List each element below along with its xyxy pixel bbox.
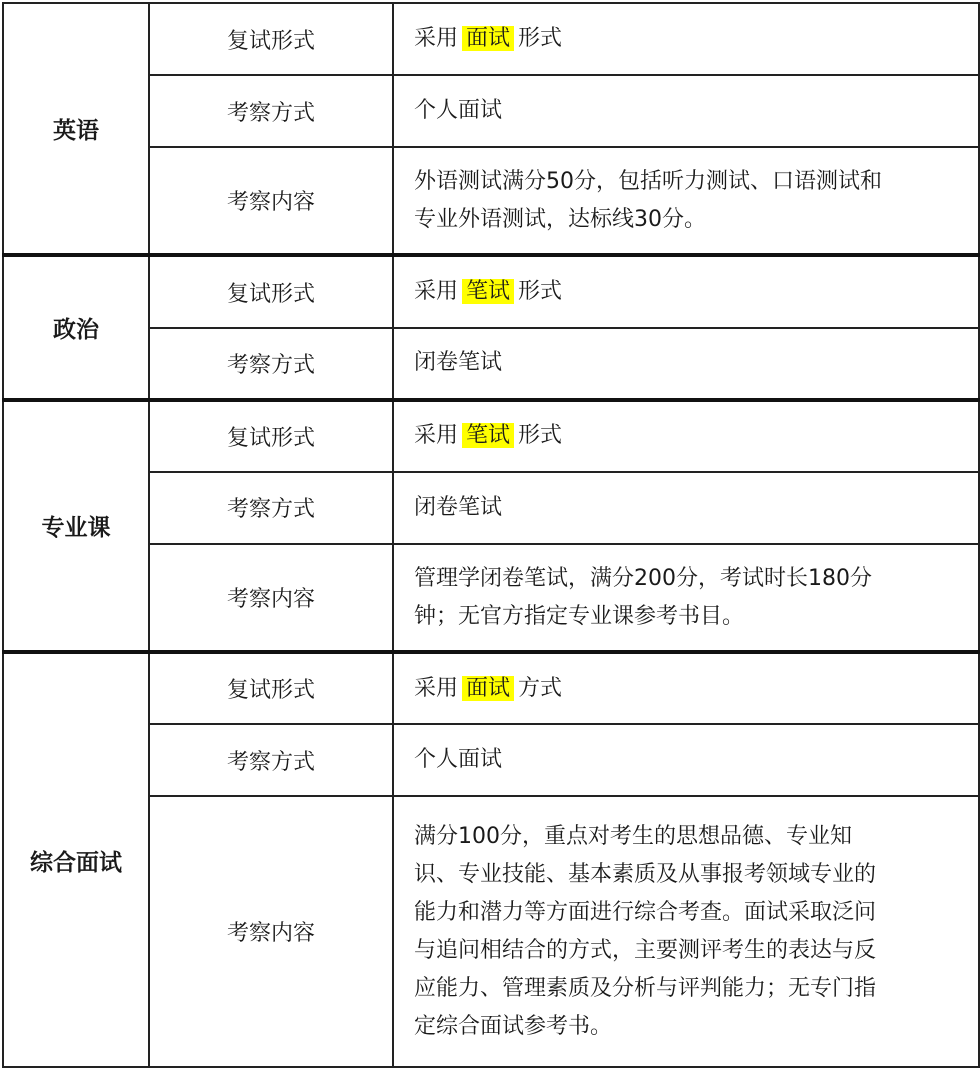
- table-row: [3, 472, 979, 544]
- content-line: 应能力、管理素质及分析与评判能力；无专门指: [414, 975, 877, 1001]
- content-suffix: 形式: [518, 423, 563, 449]
- row-content: [393, 652, 979, 724]
- content-suffix: 形式: [518, 26, 563, 52]
- row-label: 考察方式: [149, 328, 393, 400]
- row-content: 个人面试: [393, 724, 979, 796]
- content-suffix: 方式: [518, 675, 563, 701]
- section-name: 英语: [3, 3, 149, 255]
- row-content: 闭卷笔试: [393, 328, 979, 400]
- row-label: 复试形式: [149, 400, 393, 472]
- content-line: 管理学闭卷笔试，满分200分，考试时长180分: [414, 565, 872, 591]
- section-name: 政治: [3, 255, 149, 399]
- content-line: 满分100分，重点对考生的思想品德、专业知: [414, 823, 852, 849]
- highlight-mark: 笔试: [462, 279, 514, 304]
- row-content: [393, 147, 979, 255]
- content-line: 外语测试满分50分，包括听力测试、口语测试和: [414, 168, 882, 194]
- table-row: [3, 255, 979, 327]
- table-row: [3, 3, 979, 75]
- row-label: 复试形式: [149, 255, 393, 327]
- row-content: [393, 796, 979, 1067]
- content-suffix: 形式: [518, 279, 563, 305]
- table-row: [3, 147, 979, 255]
- row-content: 闭卷笔试: [393, 472, 979, 544]
- exam-table: [2, 2, 980, 1068]
- table-row: [3, 544, 979, 652]
- row-content: 个人面试: [393, 75, 979, 147]
- table-row: [3, 652, 979, 724]
- content-prefix: 采用: [414, 26, 459, 52]
- row-label: 复试形式: [149, 652, 393, 724]
- content-line: 钟；无官方指定专业课参考书目。: [414, 603, 745, 629]
- content-prefix: 采用: [414, 279, 459, 305]
- highlight-mark: 面试: [462, 676, 514, 701]
- row-content: [393, 255, 979, 327]
- content-line: 专业外语测试，达标线30分。: [414, 206, 706, 232]
- row-content: [393, 400, 979, 472]
- row-content: [393, 3, 979, 75]
- content-prefix: 采用: [414, 423, 459, 449]
- highlight-mark: 笔试: [462, 423, 514, 448]
- content-prefix: 采用: [414, 675, 459, 701]
- row-label: 考察方式: [149, 724, 393, 796]
- table-row: [3, 400, 979, 472]
- row-label: 考察内容: [149, 147, 393, 255]
- row-content: [393, 544, 979, 652]
- table-row: [3, 796, 979, 1067]
- row-label: 考察方式: [149, 472, 393, 544]
- section-name: 综合面试: [3, 652, 149, 1067]
- row-label: 复试形式: [149, 3, 393, 75]
- row-label: 考察内容: [149, 544, 393, 652]
- table-row: [3, 328, 979, 400]
- section-name: 专业课: [3, 400, 149, 652]
- row-label: 考察方式: [149, 75, 393, 147]
- content-line: 定综合面试参考书。: [414, 1013, 613, 1039]
- table-row: [3, 75, 979, 147]
- content-line: 识、专业技能、基本素质及从事报考领域专业的: [414, 861, 877, 887]
- table-row: [3, 724, 979, 796]
- row-label: 考察内容: [149, 796, 393, 1067]
- content-line: 能力和潜力等方面进行综合考查。面试采取泛问: [414, 899, 877, 925]
- content-line: 与追问相结合的方式，主要测评考生的表达与反: [414, 937, 877, 963]
- highlight-mark: 面试: [462, 26, 514, 51]
